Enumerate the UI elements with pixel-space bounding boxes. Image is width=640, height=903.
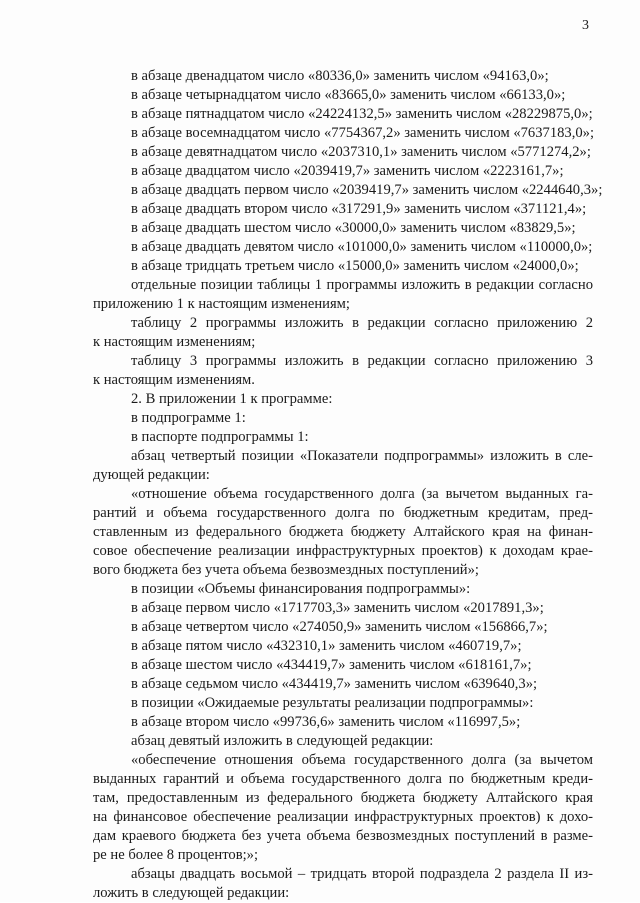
text-line: в абзаце двадцать девятом число «101000,0» заменить числом «110000,0»; [131,239,593,255]
text-line: «обеспечение отношения объема государственного долга (за вычетом [131,752,593,768]
text-line: в абзаце пятнадцатом число «24224132,5» заменить числом «28229875,0»; [131,106,593,122]
text-line: в абзаце пятом число «432310,1» заменить числом «460719,7»; [131,638,522,654]
text-line: вого бюджета без учета объема безвозмездных поступлений»; [93,562,479,578]
text-line: в позиции «Объемы финансирования подпрограммы»: [131,581,471,597]
text-line: рантий и объема государственного долга по бюджетным кредитам, пред- [93,505,593,521]
text-line: абзацы двадцать восьмой – тридцать второй подраздела 2 раздела II из- [131,866,593,882]
text-line: абзац четвертый позиции «Показатели подпрограммы» изложить в сле- [131,448,593,464]
text-line: 2. В приложении 1 к программе: [131,391,333,407]
text-line: ложить в следующей редакции: [93,885,290,901]
text-line: дам краевого бюджета без учета объема безвозмездных поступлений в разме- [93,828,593,844]
text-line: отдельные позиции таблицы 1 программы изложить в редакции согласно [131,277,593,293]
text-line: в абзаце восемнадцатом число «7754367,2» заменить числом «7637183,0»; [131,125,595,141]
text-line: в абзаце тридцать третьем число «15000,0» заменить числом «24000,0»; [131,258,579,274]
text-line: в абзаце двенадцатом число «80336,0» заменить числом «94163,0»; [131,68,549,84]
text-line: там, предоставленным из федерального бюджета бюджету Алтайского края [93,790,593,806]
text-line: к настоящим изменениям. [93,372,255,388]
text-line: в абзаце четырнадцатом число «83665,0» заменить числом «66133,0»; [131,87,566,103]
text-line: на финансовое обеспечение реализации инфраструктурных проектов) к дохо- [93,809,593,825]
page-number: 3 [582,18,589,33]
text-line: выданных гарантий и объема государственного долга по бюджетным креди- [93,771,593,787]
text-line: в подпрограмме 1: [131,410,246,426]
text-line: в абзаце шестом число «434419,7» заменить числом «618161,7»; [131,657,532,673]
text-line: в абзаце первом число «1717703,3» заменить числом «2017891,3»; [131,600,544,616]
text-line: дующей редакции: [93,467,210,483]
text-line: «отношение объема государственного долга (за вычетом выданных га- [131,486,593,502]
text-line: в абзаце четвертом число «274050,9» заменить числом «156866,7»; [131,619,548,635]
text-line: ставленным из федерального бюджета бюджету Алтайского края на финан- [93,524,593,540]
text-line: таблицу 3 программы изложить в редакции согласно приложению 3 [131,353,593,369]
text-line: в абзаце девятнадцатом число «2037310,1» заменить числом «5771274,2»; [131,144,591,160]
text-line: в абзаце двадцать шестом число «30000,0» заменить числом «83829,5»; [131,220,576,236]
text-line: в позиции «Ожидаемые результаты реализации подпрограммы»: [131,695,534,711]
text-line: таблицу 2 программы изложить в редакции согласно приложению 2 [131,315,593,331]
text-line: к настоящим изменениям; [93,334,256,350]
text-line: в абзаце двадцатом число «2039419,7» заменить числом «2223161,7»; [131,163,564,179]
text-line: в абзаце двадцать первом число «2039419,7» заменить числом «2244640,3»; [131,182,603,198]
text-line: в паспорте подпрограммы 1: [131,429,309,445]
text-line: в абзаце двадцать втором число «317291,9» заменить числом «371121,4»; [131,201,587,217]
text-line: ре не более 8 процентов;»; [93,847,258,863]
text-line: совое обеспечение реализации инфраструктурных проектов) к доходам крае- [93,543,593,559]
document-body [93,67,603,903]
text-line: абзац девятый изложить в следующей редакции: [131,733,434,749]
text-line: в абзаце втором число «99736,6» заменить числом «116997,5»; [131,714,521,730]
text-line: приложению 1 к настоящим изменениям; [93,296,350,312]
text-line: в абзаце седьмом число «434419,7» заменить числом «639640,3»; [131,676,538,692]
